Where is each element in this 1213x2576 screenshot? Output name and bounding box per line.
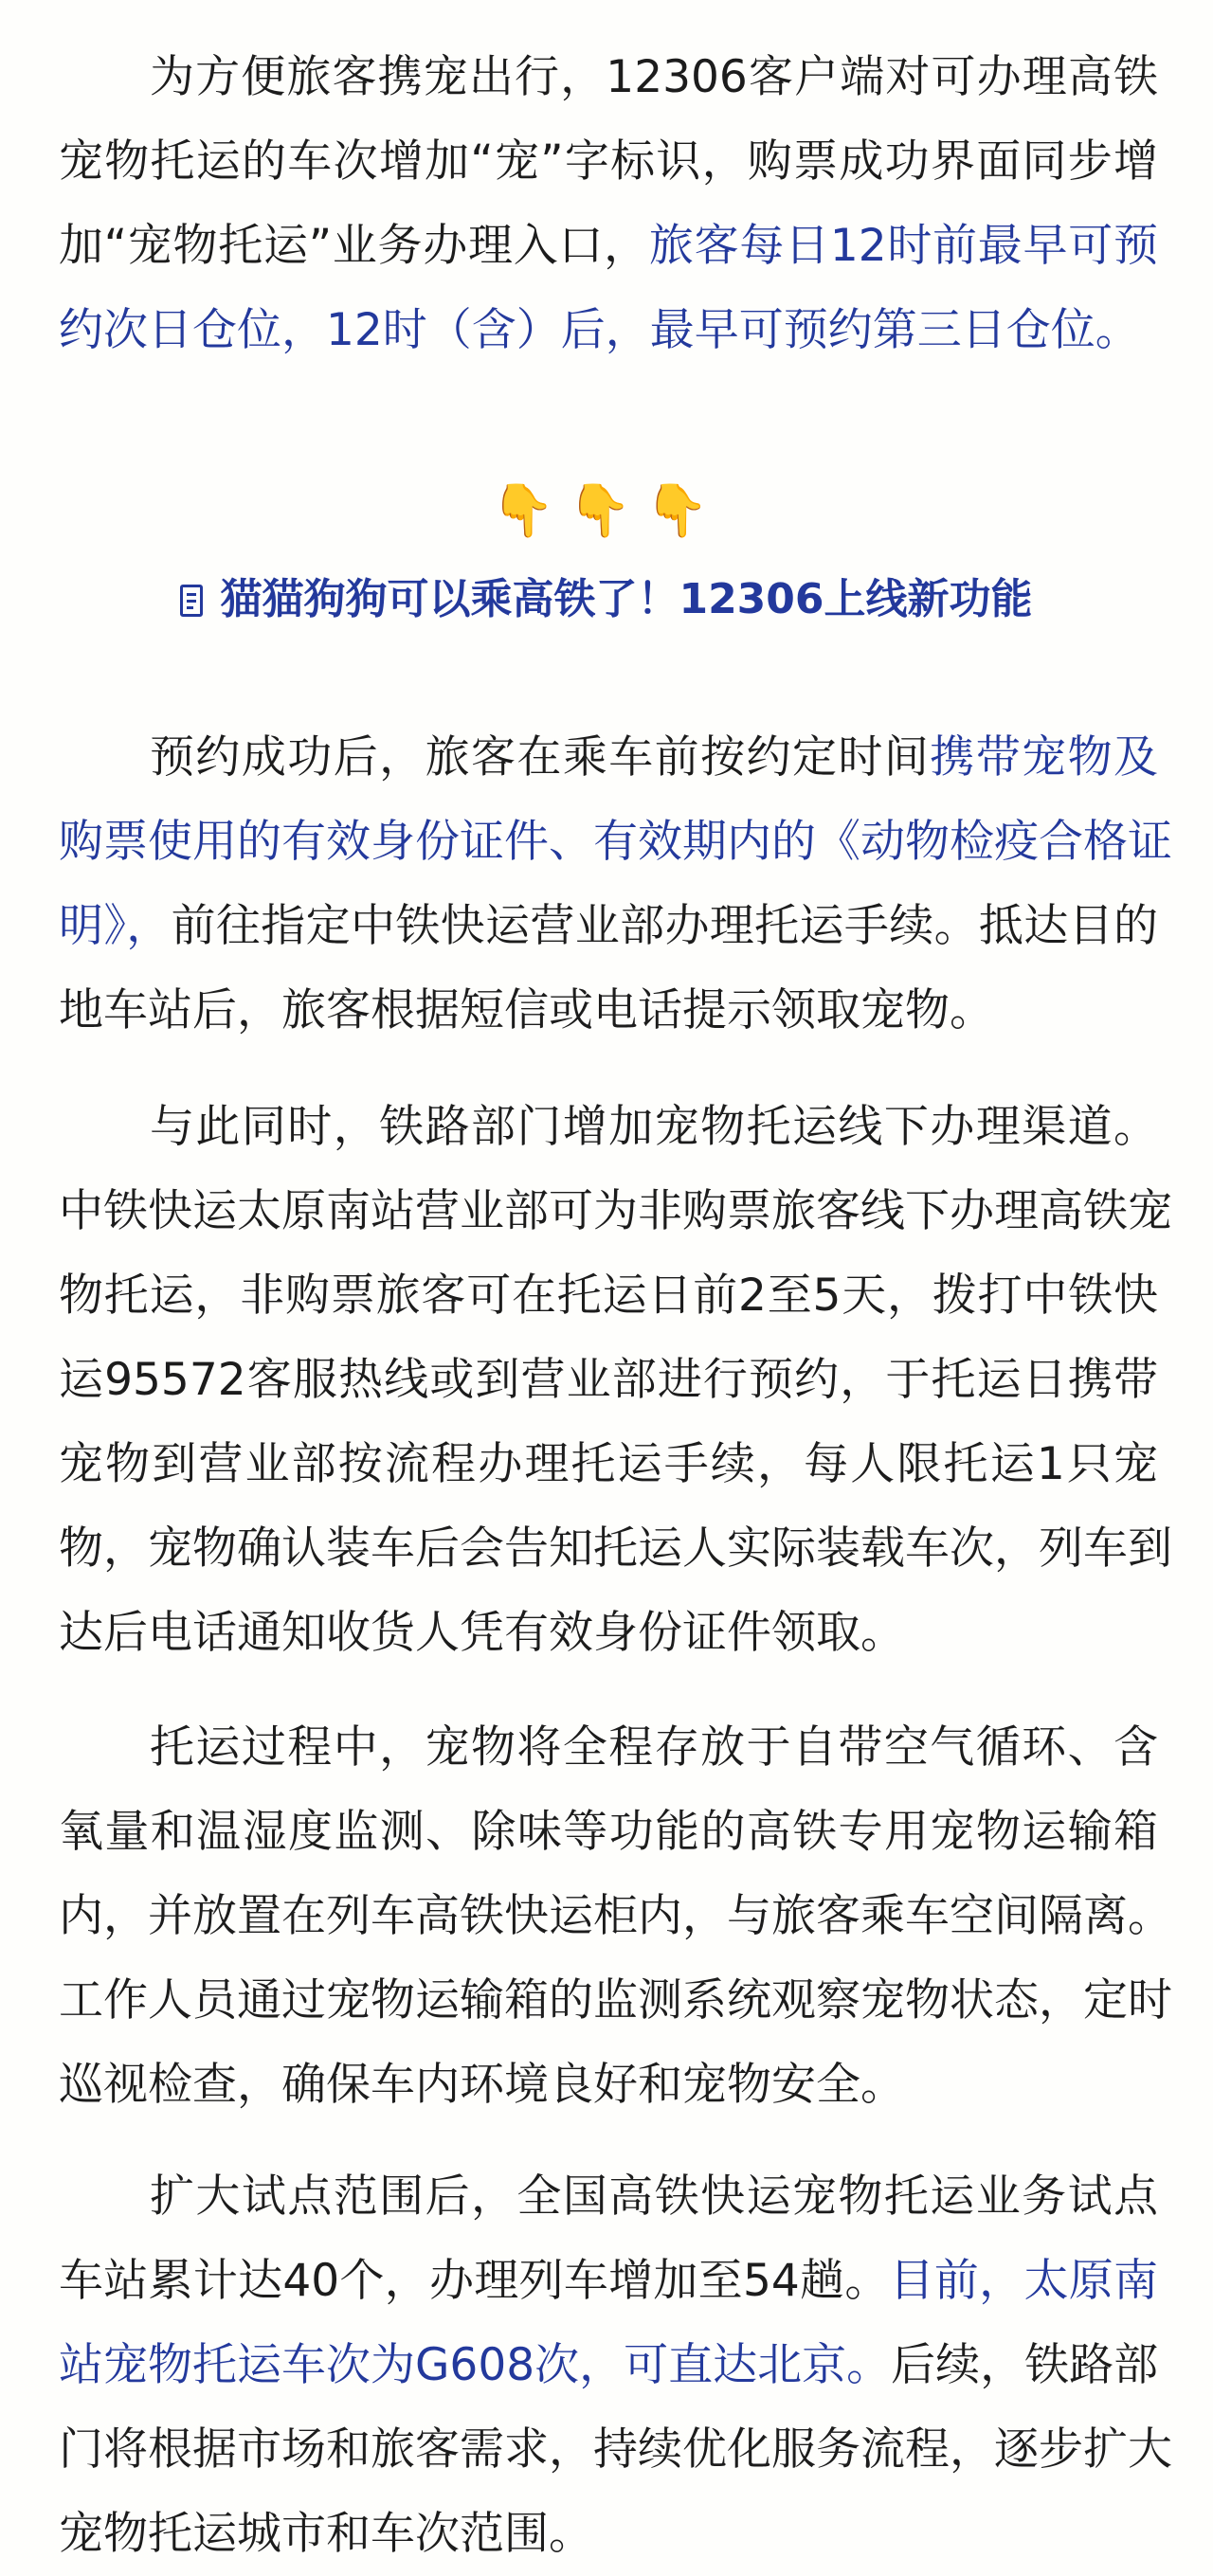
highlighted-text: 携带宠物及 [930, 731, 1159, 784]
body-text: 地车站后，旅客根据短信或电话提示领取宠物。 [59, 984, 994, 1036]
body-text: 巡视检查，确保车内环境良好和宠物安全。 [59, 2059, 905, 2111]
paragraph-pilot-expansion [59, 2154, 1172, 2576]
heading-text: 猫猫狗狗可以乘高铁了！12306上线新功能 [220, 575, 1033, 623]
body-text: 宠物托运城市和车次范围。 [59, 2508, 593, 2560]
paragraph-reservation [59, 715, 1172, 1053]
text-line [59, 1422, 1158, 1506]
text-line [59, 2407, 1172, 2492]
text-line [59, 35, 1158, 119]
text-line [59, 1705, 1158, 1790]
text-line [59, 2492, 1158, 2576]
body-text: 门将根据市场和旅客需求，持续优化服务流程，逐步扩大 [59, 2423, 1172, 2476]
text-line [59, 884, 1158, 968]
text-line [59, 119, 1158, 204]
text-line [59, 1958, 1172, 2043]
text-line [59, 1874, 1172, 1958]
highlighted-text: 旅客每日12时前最早可预 [648, 220, 1158, 272]
highlighted-text: 明》， [59, 900, 172, 952]
highlighted-text: 站宠物托运车次为G608次，可直达北京。 [59, 2339, 892, 2391]
text-line [59, 1085, 1158, 1169]
body-text: 后续，铁路部 [891, 2339, 1159, 2391]
highlighted-text: 购票使用的有效身份证件、有效期内的《动物检疫合格证 [59, 816, 1172, 868]
body-text: 车站累计达40个，办理列车增加至54趟。 [59, 2255, 890, 2307]
text-line [59, 1338, 1158, 1422]
text-line [59, 1506, 1172, 1591]
text-line [59, 1169, 1172, 1253]
body-text: 物，宠物确认装车后会告知托运人实际装载车次，列车到 [59, 1522, 1172, 1575]
body-text: 为方便旅客携宠出行，12306客户端对可办理高铁 [150, 51, 1158, 103]
paragraph-transport-process [59, 1705, 1172, 2127]
body-text: 宠物托运的车次增加“宠”字标识，购票成功界面同步增 [59, 135, 1158, 188]
highlighted-text: 约次日仓位，12时（含）后，最早可预约第三日仓位。 [59, 304, 1140, 356]
body-text: 托运过程中，宠物将全程存放于自带空气循环、含 [150, 1721, 1158, 1774]
text-line [59, 204, 1158, 288]
body-text: 运95572客服热线或到营业部进行预约，于托运日携带 [59, 1354, 1158, 1406]
body-text: 工作人员通过宠物运输箱的监测系统观察宠物状态，定时 [59, 1974, 1172, 2027]
body-text: 扩大试点范围后，全国高铁快运宠物托运业务试点 [150, 2171, 1158, 2223]
paragraph-offline-channel [59, 1085, 1172, 1675]
body-text: 预约成功后，旅客在乘车前按约定时间 [150, 731, 931, 784]
body-text: 与此同时，铁路部门增加宠物托运线下办理渠道。 [150, 1101, 1158, 1153]
body-text: 加“宠物托运”业务办理入口， [59, 220, 649, 272]
body-text: 内，并放置在列车高铁快运柜内，与旅客乘车空间隔离。 [59, 1890, 1172, 1942]
text-line [59, 800, 1172, 884]
text-line [59, 1591, 1158, 1675]
body-text: 达后电话通知收货人凭有效身份证件领取。 [59, 1607, 905, 1659]
text-line [59, 715, 1158, 800]
body-text: 氧量和温湿度监测、除味等功能的高铁专用宠物运输箱 [59, 1806, 1158, 1858]
body-text: 中铁快运太原南站营业部可为非购票旅客线下办理高铁宠 [59, 1185, 1172, 1237]
text-line [59, 2323, 1158, 2407]
text-line [59, 1253, 1158, 1338]
document-icon [180, 585, 203, 617]
paragraph-intro [59, 35, 1158, 372]
pointing-down-hand-icon: 👇👇👇 [491, 480, 722, 540]
body-text: 宠物到营业部按流程办理托运手续，每人限托运1只宠 [59, 1438, 1158, 1490]
body-text: 前往指定中铁快运营业部办理托运手续。抵达目的 [171, 900, 1158, 952]
text-line [59, 968, 1158, 1053]
body-text: 物托运，非购票旅客可在托运日前2至5天，拨打中铁快 [59, 1270, 1158, 1322]
article-link-heading[interactable] [0, 571, 1213, 628]
text-line [59, 288, 1158, 372]
text-line [59, 2154, 1158, 2239]
highlighted-text: 目前，太原南 [889, 2255, 1158, 2307]
text-line [59, 2043, 1158, 2127]
text-line [59, 2239, 1158, 2323]
text-line [59, 1790, 1158, 1874]
